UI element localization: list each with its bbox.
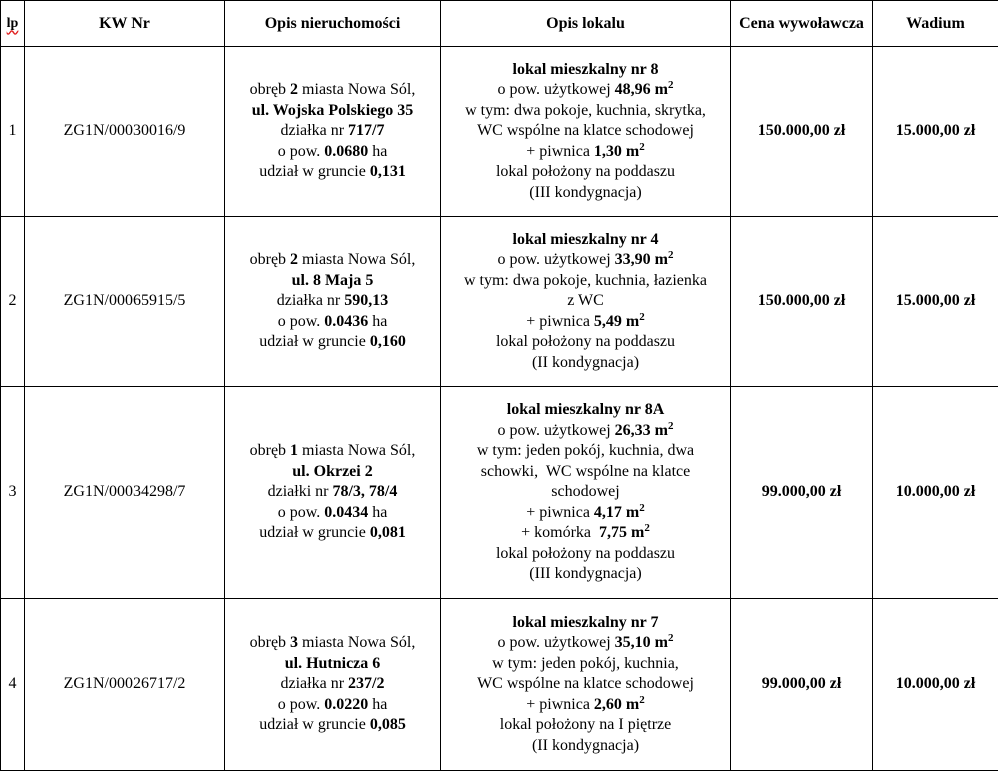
cell-kw-nr: ZG1N/00065915/5	[25, 217, 225, 387]
header-lp: lp	[1, 1, 25, 47]
nier-ulica: ul. Wojska Polskiego 35	[251, 101, 414, 119]
lokal-piwnica: + piwnica 1,30 $m^2$	[526, 140, 645, 160]
lokal-title: lokal mieszkalny nr 8	[512, 60, 659, 78]
nier-ulica: ul. 8 Maja 5	[291, 271, 374, 289]
lokal-polozenie: lokal położony na poddaszu	[495, 163, 676, 181]
cell-lp: 1	[1, 47, 25, 217]
lokal-desc-line-2: schowki, WC wspólne na klatce	[480, 462, 691, 480]
lokal-piwnica: + piwnica 5,49 $m^2$	[526, 310, 645, 330]
lokal-powierzchnia: o pow. użytkowej 48,96 $m^2$	[497, 79, 674, 99]
nier-udzial: udział w gruncie 0,085	[259, 716, 406, 734]
cell-opis-nieruchomosci	[225, 599, 441, 771]
cell-kw-nr: ZG1N/00030016/9	[25, 47, 225, 217]
nier-dzialka: działki nr 78/3, 78/4	[267, 483, 398, 501]
cell-opis-lokalu	[441, 217, 731, 387]
nier-powierzchnia: o pow. 0.0434 ha	[277, 503, 388, 521]
lokal-kondygnacja: (II kondygnacja)	[531, 353, 640, 371]
cell-wadium: 10.000,00 zł	[873, 599, 998, 771]
nier-dzialka: działka nr 590,13	[276, 292, 389, 310]
cell-kw-nr: ZG1N/00026717/2	[25, 599, 225, 771]
lokal-polozenie: lokal położony na poddaszu	[495, 333, 676, 351]
lokal-desc-line-1: w tym: dwa pokoje, kuchnia, łazienka	[463, 271, 708, 289]
lokal-kondygnacja: (III kondygnacja)	[529, 565, 642, 583]
cell-kw-nr: ZG1N/00034298/7	[25, 387, 225, 599]
table-row	[1, 47, 998, 217]
lokal-desc-line-3: schodowej	[551, 483, 620, 501]
lokal-desc-line-2: z WC	[567, 292, 604, 310]
lokal-polozenie: lokal położony na I piętrze	[499, 716, 672, 734]
lokal-powierzchnia: o pow. użytkowej 26,33 $m^2$	[497, 419, 674, 439]
header-opis-nieruchomosci: Opis nieruchomości	[225, 1, 441, 47]
header-opis-lokalu: Opis lokalu	[441, 1, 731, 47]
lokal-desc-line-1: w tym: dwa pokoje, kuchnia, skrytka,	[465, 101, 706, 119]
cell-opis-lokalu	[441, 599, 731, 771]
nier-ulica: ul. Okrzei 2	[292, 462, 373, 480]
lokal-title: lokal mieszkalny nr 8A	[506, 401, 665, 419]
cell-lp: 2	[1, 217, 25, 387]
lokal-komorka: + komórka 7,75 $m^2$	[521, 522, 650, 542]
cell-wadium: 15.000,00 zł	[873, 47, 998, 217]
nier-ulica: ul. Hutnicza 6	[284, 654, 381, 672]
nier-udzial: udział w gruncie 0,160	[259, 333, 406, 351]
lokal-title: lokal mieszkalny nr 4	[512, 230, 659, 248]
cell-opis-nieruchomosci	[225, 217, 441, 387]
cell-cena-wywolawcza: 150.000,00 zł	[731, 47, 873, 217]
cell-lp: 4	[1, 599, 25, 771]
nier-powierzchnia: o pow. 0.0680 ha	[277, 142, 388, 160]
table-row	[1, 217, 998, 387]
cell-opis-lokalu	[441, 47, 731, 217]
lokal-piwnica: + piwnica 2,60 $m^2$	[526, 693, 645, 713]
lokal-powierzchnia: o pow. użytkowej 33,90 $m^2$	[497, 249, 674, 269]
nier-udzial: udział w gruncie 0,081	[259, 524, 406, 542]
cell-cena-wywolawcza: 99.000,00 zł	[731, 599, 873, 771]
cell-opis-nieruchomosci	[225, 387, 441, 599]
header-kw-nr: KW Nr	[25, 1, 225, 47]
lokal-title: lokal mieszkalny nr 7	[512, 613, 659, 631]
cell-wadium: 10.000,00 zł	[873, 387, 998, 599]
header-row	[1, 1, 998, 47]
nier-obreb: obręb 2 miasta Nowa Sól,	[249, 81, 416, 99]
lokal-kondygnacja: (II kondygnacja)	[531, 736, 640, 754]
cell-opis-nieruchomosci	[225, 47, 441, 217]
nier-obreb: obręb 1 miasta Nowa Sól,	[249, 442, 416, 460]
nier-obreb: obręb 2 miasta Nowa Sól,	[249, 251, 416, 269]
cell-cena-wywolawcza: 99.000,00 zł	[731, 387, 873, 599]
lokal-desc-line-1: w tym: jeden pokój, kuchnia,	[492, 654, 679, 672]
cell-lp: 3	[1, 387, 25, 599]
nier-udzial: udział w gruncie 0,131	[259, 163, 406, 181]
lokal-piwnica: + piwnica 4,17 $m^2$	[526, 501, 645, 521]
lokal-desc-line-2: WC wspólne na klatce schodowej	[477, 675, 694, 693]
nier-dzialka: działka nr 717/7	[280, 122, 385, 140]
table-row	[1, 387, 998, 599]
nier-dzialka: działka nr 237/2	[280, 675, 385, 693]
table-row	[1, 599, 998, 771]
cell-cena-wywolawcza: 150.000,00 zł	[731, 217, 873, 387]
lokal-powierzchnia: o pow. użytkowej 35,10 $m^2$	[497, 632, 674, 652]
lokal-desc-line-2: WC wspólne na klatce schodowej	[477, 122, 694, 140]
nier-powierzchnia: o pow. 0.0220 ha	[277, 695, 388, 713]
cell-wadium: 15.000,00 zł	[873, 217, 998, 387]
cell-opis-lokalu	[441, 387, 731, 599]
nier-powierzchnia: o pow. 0.0436 ha	[277, 312, 388, 330]
header-wadium: Wadium	[873, 1, 998, 47]
nier-obreb: obręb 3 miasta Nowa Sól,	[249, 634, 416, 652]
lokal-desc-line-1: w tym: jeden pokój, kuchnia, dwa	[476, 442, 695, 460]
header-cena-wywolawcza: Cena wywoławcza	[731, 1, 873, 47]
lokal-polozenie: lokal położony na poddaszu	[495, 544, 676, 562]
lokal-kondygnacja: (III kondygnacja)	[529, 183, 642, 201]
